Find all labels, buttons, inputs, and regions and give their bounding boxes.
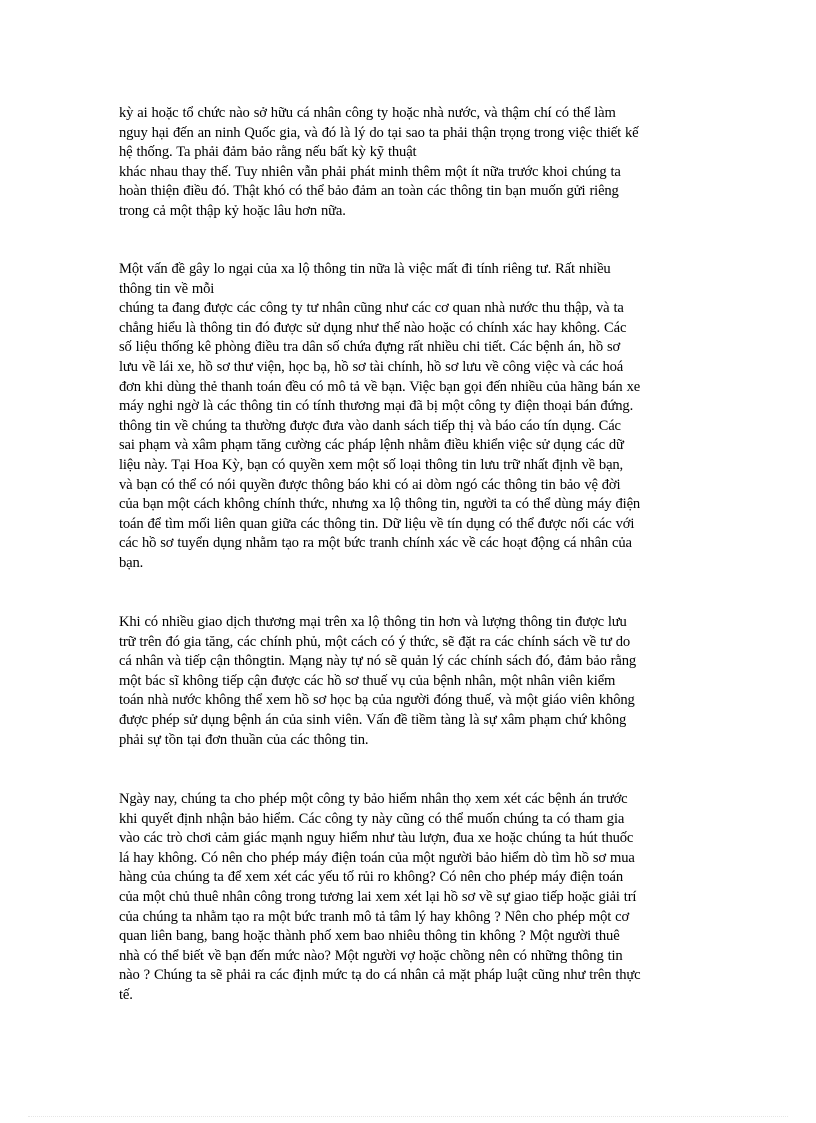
text-line: Một vấn đề gây lo ngại của xa lộ thông tin nữa là việc mất đi tính riêng tư. Rất nhiều <box>119 261 611 277</box>
text-line: Khi có nhiều giao dịch thương mại trên xa lộ thông tin hơn và lượng thông tin được lưu <box>119 614 627 630</box>
text-line: lưu về lái xe, hồ sơ thư viện, học bạ, hồ sơ tài chính, hồ sơ lưu về công việc và các hoá <box>119 358 624 375</box>
text-line: lá hay không. Có nên cho phép máy điện toán của một người bảo hiểm dò tìm hồ sơ mua <box>119 849 635 866</box>
text-line: vào các trò chơi cảm giác mạnh nguy hiểm như tàu lượn, đua xe hoặc chúng ta hút thuốc <box>119 830 634 847</box>
text-line: trữ trên đó gia tăng, các chính phủ, một cách có ý thức, sẽ đặt ra các chính sách về tư do <box>119 633 631 650</box>
text-line: nhà có thể biết về bạn đến mức nào? Một người vợ hoặc chồng nên có những thông tin <box>119 947 623 964</box>
text-line: cá nhân và tiếp cận thôngtin. Mạng này tự nó sẽ quản lý các chính sách đó, đảm bảo rằng <box>119 653 637 670</box>
text-line: chúng ta đang được các công ty tư nhân cũng như các cơ quan nhà nước thu thập, và ta <box>119 300 624 317</box>
text-line: số liệu thống kê phòng điều tra dân số chứa đựng rất nhiều chi tiết. Các bệnh án, hồ sơ <box>119 339 621 356</box>
text-line: kỳ ai hoặc tổ chức nào sở hữu cá nhân công ty hoặc nhà nước, và thậm chí có thể làm <box>119 105 616 121</box>
paragraph-4 <box>119 790 709 1006</box>
text-line: của một chủ thuê nhân công trong tương lai xem xét lại hồ sơ về sự giao tiếp hoặc giải trí <box>119 888 637 905</box>
text-line: được phép sử dụng bệnh án của sinh viên. Vấn đề tiềm tàng là sự xâm phạm chứ không <box>119 711 627 728</box>
text-line: khác nhau thay thế. Tuy nhiên vẫn phải phát minh thêm một ít nữa trước khoi chúng ta <box>119 163 621 180</box>
text-line: hàng của chúng ta để xem xét các yếu tố rủi ro không? Có nên cho phép máy điện toán <box>119 869 624 886</box>
text-line: và bạn có thể có nói quyền được thông báo khi có ai dòm ngó các thông tin bảo vệ đời <box>119 476 621 493</box>
text-line: nào ? Chúng ta sẽ phải ra các định mức tạ do cá nhân cả mặt pháp luật cũng như trên thực <box>119 967 641 984</box>
text-line: Ngày nay, chúng ta cho phép một công ty bảo hiểm nhân thọ xem xét các bệnh án trước <box>119 791 628 807</box>
text-line: của chúng ta nhằm tạo ra một bức tranh mô tả tâm lý hay không ? Nên cho phép một cơ <box>119 908 630 925</box>
text-line: liệu này. Tại Hoa Kỳ, bạn có quyền xem một số loại thông tin lưu trữ nhất định về bạn, <box>119 456 624 473</box>
text-line: hệ thống. Ta phải đảm bảo rằng nếu bất kỳ kỹ thuật <box>119 144 417 161</box>
text-line: khi quyết định nhận bảo hiểm. Các công ty này cũng có thể muốn chúng ta có tham gia <box>119 810 625 827</box>
paragraph-1 <box>119 104 709 222</box>
text-line: hoàn thiện điều đó. Thật khó có thể bảo đảm an toàn các thông tin bạn muốn gửi riêng <box>119 183 619 200</box>
text-line: của bạn một cách không chính thức, nhưng xa lộ thông tin, người ta có thể dùng máy điện <box>119 496 641 513</box>
text-line: thông tin về mỗi <box>119 280 215 297</box>
text-line: trong cả một thập kỷ hoặc lâu hơn nữa. <box>119 202 346 219</box>
paragraph-3 <box>119 613 709 750</box>
text-line: chẳng hiểu là thông tin đó được sử dụng như thế nào hoặc có chính xác hay không. Các <box>119 319 627 336</box>
text-line: toán để tìm mối liên quan giữa các thông tin. Dữ liệu về tín dụng có thể được nối các với <box>119 515 635 532</box>
text-line: toán nhà nước không thể xem hồ sơ học bạ của người đóng thuế, và một giáo viên không <box>119 692 635 709</box>
text-line: một bác sĩ không tiếp cận được các hồ sơ thuế vụ của bệnh nhân, một nhân viên kiểm <box>119 672 616 689</box>
text-line: đơn khi dùng thẻ thanh toán đều có mô tả về bạn. Việc bạn gọi đến nhiều của hãng bán xe <box>119 378 641 395</box>
paragraph-2 <box>119 260 709 574</box>
text-line: tế. <box>119 986 133 1003</box>
text-line: các hồ sơ tuyển dụng nhằm tạo ra một bức tranh chính xác về các hoạt động cá nhân của <box>119 535 632 552</box>
text-line: sai phạm và xâm phạm tăng cường các pháp lệnh nhằm điều khiển việc sử dụng các dữ <box>119 437 624 454</box>
text-line: máy nghi ngờ là các thông tin có tính thương mại đã bị một công ty điện thoại bán đứng. <box>119 398 634 415</box>
page-bottom-divider <box>28 1116 788 1117</box>
text-line: nguy hại đến an ninh Quốc gia, và đó là lý do tại sao ta phải thận trọng trong việc thiết kế <box>119 124 639 141</box>
text-line: phải sự tồn tại đơn thuần của các thông tin. <box>119 731 369 748</box>
text-line: quan liên bang, bang hoặc thành phố xem bao nhiêu thông tin không ? Một người thuê <box>119 928 620 945</box>
text-line: bạn. <box>119 554 144 571</box>
text-line: thông tin về chúng ta thường được đưa vào danh sách tiếp thị và báo cáo tín dụng. Các <box>119 417 621 434</box>
